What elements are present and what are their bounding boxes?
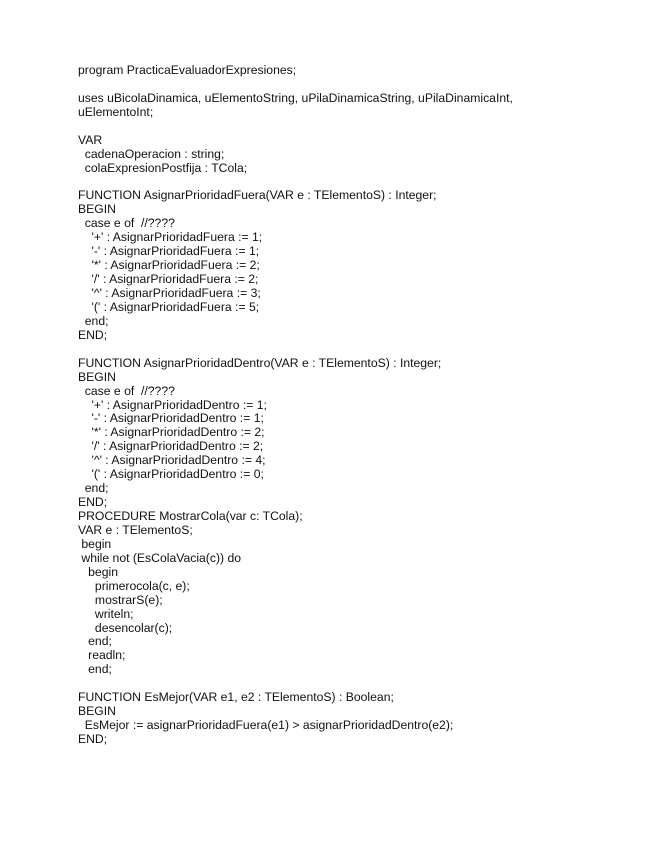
code-line: FUNCTION AsignarPrioridadFuera(VAR e : TElementoS) : Integer; xyxy=(78,188,437,203)
code-line: '*' : AsignarPrioridadFuera := 2; xyxy=(78,258,260,273)
code-line: BEGIN xyxy=(78,369,116,384)
code-line: uses uBicolaDinamica, uElementoString, uPilaDinamicaString, uPilaDinamicaInt, xyxy=(78,90,513,105)
code-line: begin xyxy=(78,536,112,551)
code-line: desencolar(c); xyxy=(78,620,173,635)
code-line: BEGIN xyxy=(78,202,116,217)
code-line: '+' : AsignarPrioridadFuera := 1; xyxy=(78,230,263,245)
code-line: case e of //???? xyxy=(78,383,175,398)
code-line: '^' : AsignarPrioridadDentro := 4; xyxy=(78,453,266,468)
code-line: '(' : AsignarPrioridadFuera := 5; xyxy=(78,299,260,314)
code-line xyxy=(78,78,638,92)
code-line: VAR e : TElementoS; xyxy=(78,522,193,537)
code-line: BEGIN xyxy=(78,704,116,719)
code-line xyxy=(78,343,638,357)
code-line: END; xyxy=(78,327,108,342)
code-line: '+' : AsignarPrioridadDentro := 1; xyxy=(78,397,267,412)
code-line: colaExpresionPostfija : TCola; xyxy=(78,160,248,175)
code-line: FUNCTION AsignarPrioridadDentro(VAR e : TElementoS) : Integer; xyxy=(78,355,442,370)
code-line: '/' : AsignarPrioridadDentro := 2; xyxy=(78,439,264,454)
code-line: end; xyxy=(78,313,109,328)
code-line: FUNCTION EsMejor(VAR e1, e2 : TElementoS) : Boolean; xyxy=(78,690,394,705)
code-line: readln; xyxy=(78,648,126,663)
code-line: '(' : AsignarPrioridadDentro := 0; xyxy=(78,467,264,482)
code-line: primerocola(c, e); xyxy=(78,578,190,593)
code-line: end; xyxy=(78,634,112,649)
code-line: END; xyxy=(78,732,108,746)
code-line: END; xyxy=(78,495,108,510)
code-line: mostrarS(e); xyxy=(78,592,163,607)
code-line: cadenaOperacion : string; xyxy=(78,146,225,161)
code-line: uElementoInt; xyxy=(78,104,154,119)
code-line: VAR xyxy=(78,132,103,147)
code-line: program PracticaEvaluadorExpresiones; xyxy=(78,63,297,77)
code-line: '/' : AsignarPrioridadFuera := 2; xyxy=(78,272,259,287)
code-line: end; xyxy=(78,481,109,496)
code-line: case e of //???? xyxy=(78,216,175,231)
source-code-block xyxy=(78,64,638,747)
code-line: PROCEDURE MostrarCola(var c: TCola); xyxy=(78,509,303,523)
code-line: writeln; xyxy=(78,606,134,621)
code-line: EsMejor := asignarPrioridadFuera(e1) > asignarPrioridadDentro(e2); xyxy=(78,718,454,733)
code-line xyxy=(78,176,638,190)
code-line: begin xyxy=(78,564,118,579)
code-line xyxy=(78,677,638,691)
code-line: '*' : AsignarPrioridadDentro := 2; xyxy=(78,425,265,440)
code-line: '-' : AsignarPrioridadFuera := 1; xyxy=(78,244,260,259)
code-line: '-' : AsignarPrioridadDentro := 1; xyxy=(78,411,264,426)
code-line xyxy=(78,120,638,134)
code-line: end; xyxy=(78,662,112,677)
code-line: while not (EsColaVacia(c)) do xyxy=(78,550,242,565)
code-line: '^' : AsignarPrioridadFuera := 3; xyxy=(78,286,261,300)
